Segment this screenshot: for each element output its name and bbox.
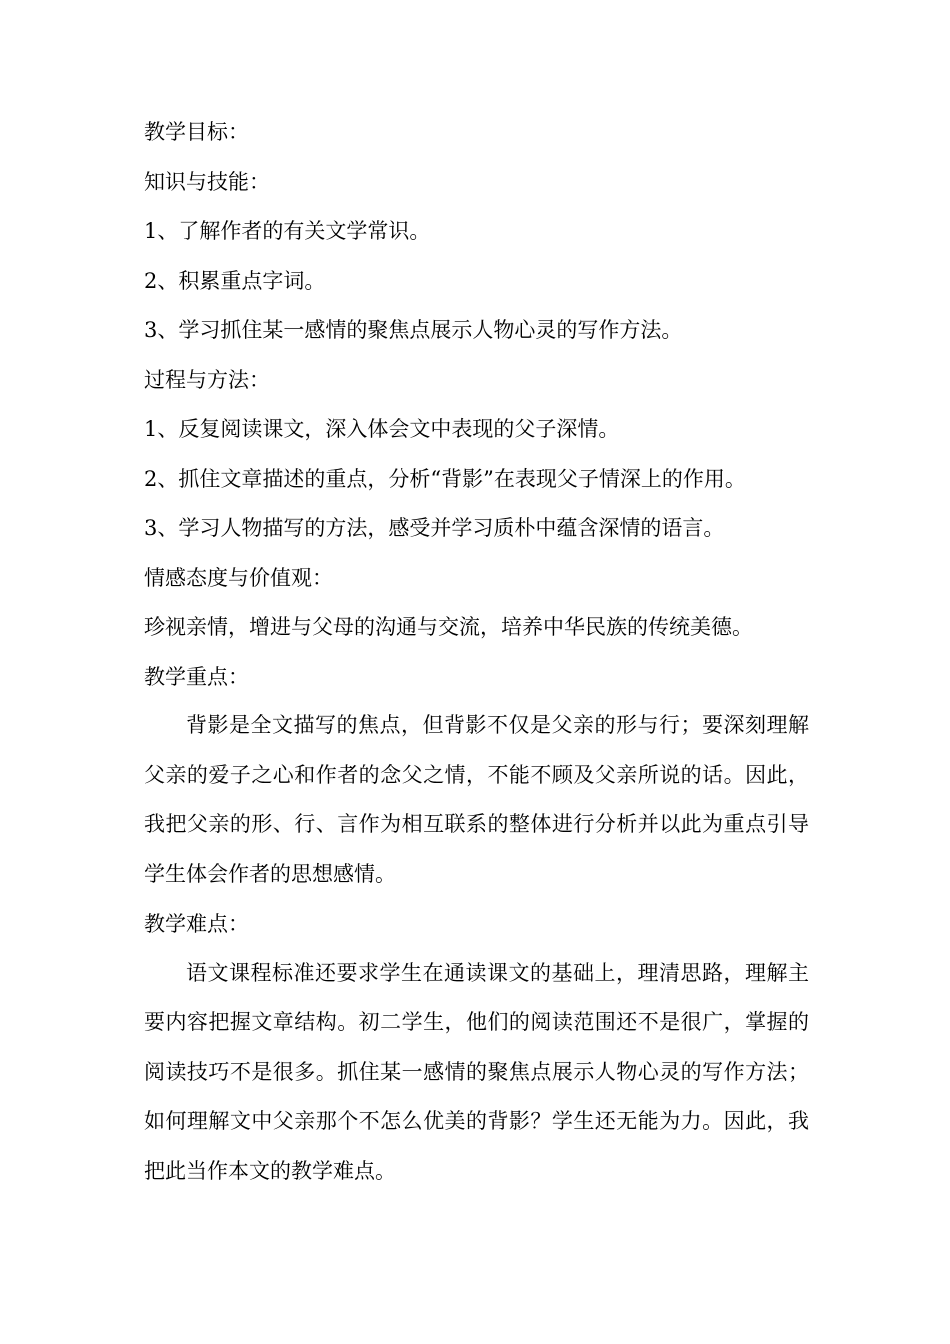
list-item: 1、反复阅读课文，深入体会文中表现的父子深情。 bbox=[144, 417, 620, 441]
difficulties-paragraph: 语文课程标准还要求学生在通读课文的基础上，理清思路，理解主要内容把握文章结构。初二学生，他们的阅读范围还不是很广，掌握的阅读技巧不是很多。抓住某一感情的聚焦点展示人物心灵的写作方法；如何理解文中父亲那个不怎么优美的背影？学生还无能为力。因此，我把此当作本文的教学难点。 bbox=[144, 960, 809, 1183]
document-page bbox=[144, 120, 809, 1209]
list-item: 2、抓住文章描述的重点，分析“背影”在表现父子情深上的作用。 bbox=[144, 466, 746, 491]
list-item: 3、学习抓住某一感情的聚焦点展示人物心灵的写作方法。 bbox=[144, 318, 683, 342]
heading-key-points: 教学重点： bbox=[144, 664, 249, 689]
key-points-paragraph: 背影是全文描写的焦点，但背影不仅是父亲的形与行；要深刻理解父亲的爱子之心和作者的念父之情，不能不顾及父亲所说的话。因此，我把父亲的形、行、言作为相互联系的整体进行分析并以此为重点引导学生体会作者的思想感情。 bbox=[144, 713, 809, 886]
heading-teaching-objectives: 教学目标： bbox=[144, 120, 249, 144]
list-item: 2、积累重点字词。 bbox=[144, 268, 326, 293]
subheading-process-methods: 过程与方法： bbox=[144, 367, 270, 392]
list-item: 3、学习人物描写的方法，感受并学习质朴中蕴含深情的语言。 bbox=[144, 516, 725, 540]
heading-difficulties: 教学难点： bbox=[144, 912, 249, 936]
list-item: 1、了解作者的有关文学常识。 bbox=[144, 219, 431, 243]
subheading-knowledge-skills: 知识与技能： bbox=[144, 169, 270, 194]
attitude-values-text: 珍视亲情，增进与父母的沟通与交流，培养中华民族的传统美德。 bbox=[144, 615, 753, 639]
subheading-attitude-values: 情感态度与价值观： bbox=[144, 565, 333, 590]
